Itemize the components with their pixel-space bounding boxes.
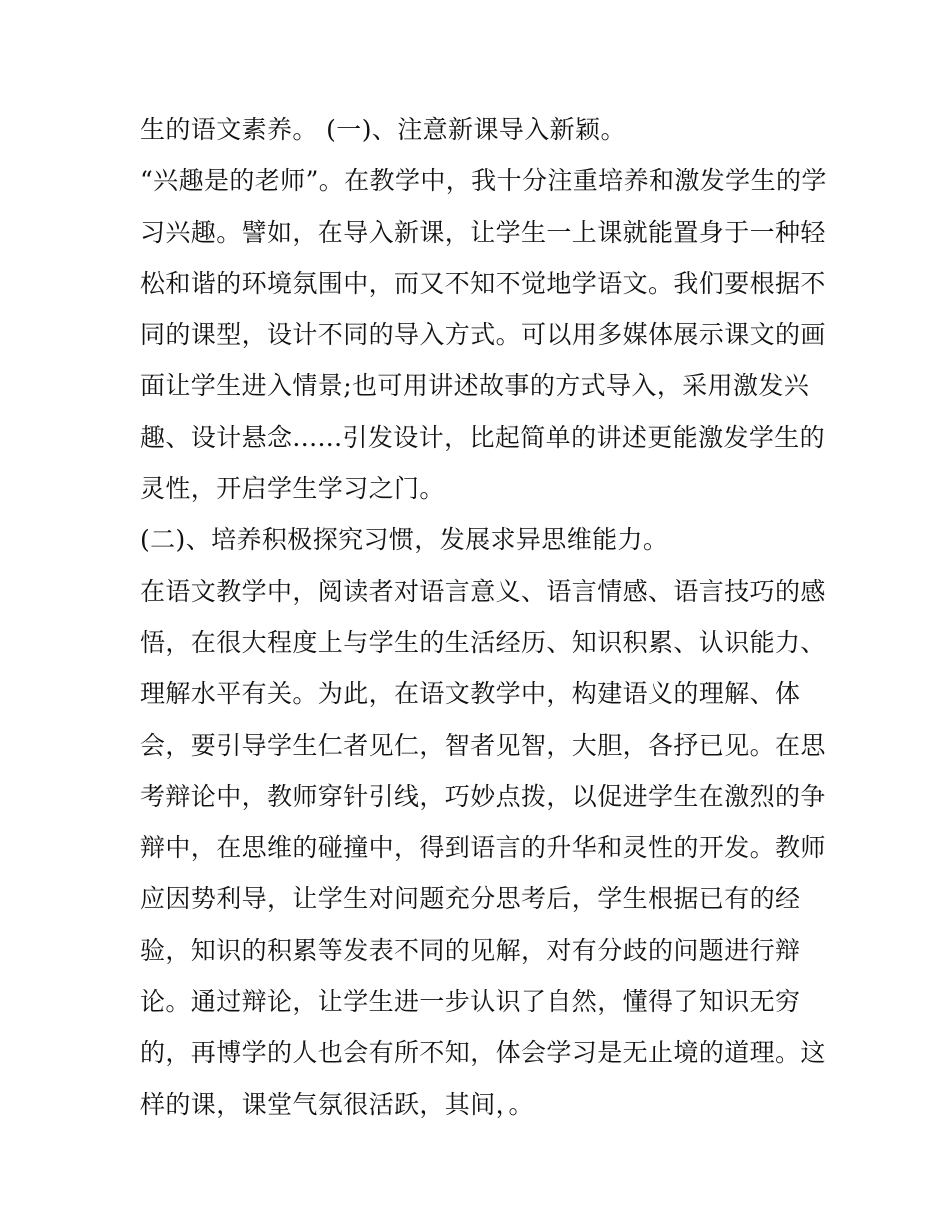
text-line: 在语文教学中，阅读者对语言意义、语言情感、语言技巧的感 (140, 576, 826, 606)
text-line: 灵性，开启学生学习之门。 (140, 474, 445, 504)
text-line: 样的课，课堂气氛很活跃，其间，。 (140, 1089, 534, 1119)
text-line: 趣、设计悬念......引发设计，比起简单的讲述更能激发学生的 (140, 422, 826, 452)
text-line: 生的语文素养。 (一)、注意新课导入新颖。 (140, 115, 626, 144)
text-line: 的，再博学的人也会有所不知，体会学习是无止境的道理。这 (140, 1038, 826, 1068)
text-line: 验，知识的积累等发表不同的见解，对有分歧的问题进行辩 (140, 935, 801, 965)
text-line: 考辩论中，教师穿针引线，巧妙点拨，以促进学生在激烈的争 (140, 781, 826, 811)
text-line: 悟，在很大程度上与学生的生活经历、知识积累、认识能力、 (140, 627, 826, 657)
text-line: 同的课型，设计不同的导入方式。可以用多媒体展示课文的画 (140, 320, 826, 350)
text-line: 理解水平有关。为此，在语文教学中，构建语义的理解、体 (140, 679, 801, 709)
text-line: 会，要引导学生仁者见仁，智者见智，大胆，各抒已见。在思 (140, 730, 826, 760)
document-body (140, 104, 827, 1130)
text-line: “兴趣是的老师”。在教学中，我十分注重培养和激发学生的学 (140, 166, 827, 196)
text-line: 习兴趣。譬如，在导入新课，让学生一上课就能置身于一种轻 (140, 217, 826, 247)
text-line: 应因势利导，让学生对问题充分思考后，学生根据已有的经 (140, 884, 801, 914)
section-heading: (二)、培养积极探究习惯，发展求异思维能力。 (140, 525, 669, 555)
text-line: 论。通过辩论，让学生进一步认识了自然，懂得了知识无穷 (140, 987, 801, 1017)
text-line: 面让学生进入情景;也可用讲述故事的方式导入，采用激发兴 (140, 371, 810, 401)
text-line: 辩中，在思维的碰撞中，得到语言的升华和灵性的开发。教师 (140, 833, 826, 863)
text-line: 松和谐的环境氛围中，而又不知不觉地学语文。我们要根据不 (140, 268, 826, 298)
